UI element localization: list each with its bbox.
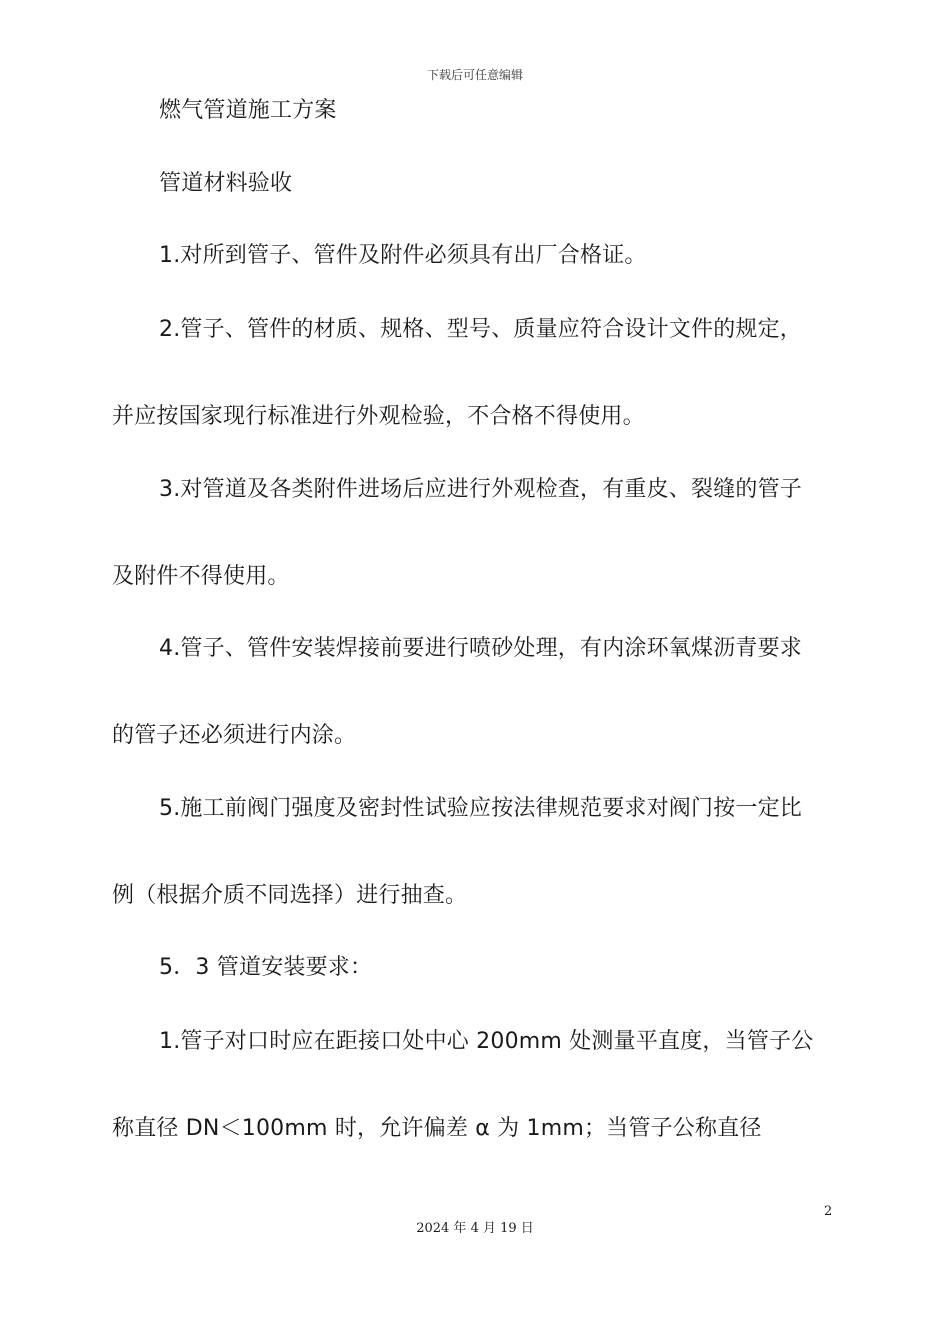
paragraph-line: 并应按国家现行标准进行外观检验，不合格不得使用。 [112,404,645,429]
paragraph-line: 2.管子、管件的材质、规格、型号、质量应符合设计文件的规定， [159,317,802,342]
paragraph-line: 1.管子对口时应在距接口处中心 200mm 处测量平直度，当管子公 [159,1029,814,1054]
paragraph-line: 1.对所到管子、管件及附件必须具有出厂合格证。 [159,243,647,268]
section-heading: 管道材料验收 [159,171,293,196]
paragraph-line: 的管子还必须进行内涂。 [112,723,357,748]
paragraph-line: 例（根据介质不同选择）进行抽查。 [112,883,468,908]
footer-date: 2024 年 4 月 19 日 [416,1221,534,1236]
paragraph-line: 5.施工前阀门强度及密封性试验应按法律规范要求对阀门按一定比 [159,796,802,821]
paragraph-line: 称直径 DN＜100mm 时，允许偏差 α 为 1mm；当管子公称直径 [112,1116,762,1141]
document-title: 燃气管道施工方案 [159,98,337,123]
paragraph-line: 3.对管道及各类附件进场后应进行外观检查，有重皮、裂缝的管子 [159,477,802,502]
page-number: 2 [824,1204,833,1219]
page-header: 下载后可任意编辑 [426,68,523,82]
paragraph-line: 及附件不得使用。 [112,564,290,589]
section-heading: 5．3 管道安装要求： [159,955,373,980]
paragraph-line: 4.管子、管件安装焊接前要进行喷砂处理，有内涂环氧煤沥青要求 [159,636,802,661]
